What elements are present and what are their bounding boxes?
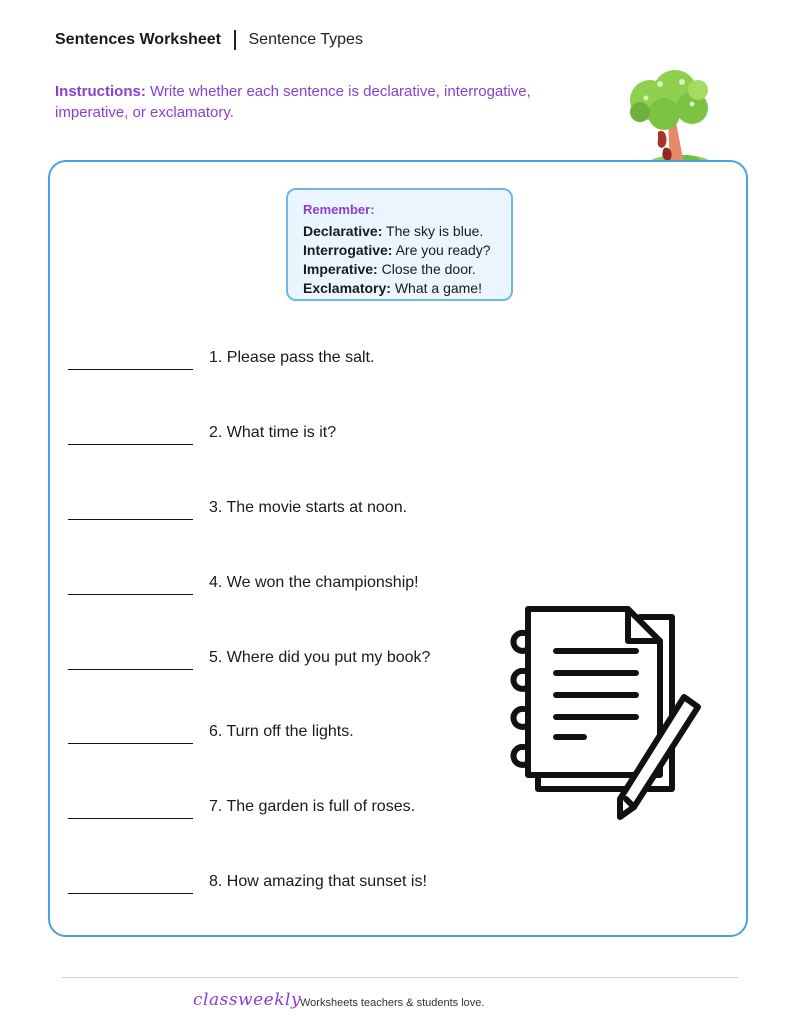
question-text: 2. What time is it? (209, 424, 337, 441)
remember-term: Interrogative: (303, 242, 393, 258)
answer-blank[interactable] (68, 444, 193, 445)
question-row (68, 723, 468, 753)
remember-item (303, 241, 496, 260)
remember-heading: Remember: (303, 202, 375, 217)
worksheet-header (55, 30, 363, 50)
question-row (68, 499, 468, 529)
answer-blank[interactable] (68, 369, 193, 370)
question-text: 1. Please pass the salt. (209, 349, 375, 366)
question-row (68, 873, 468, 903)
question-text: 6. Turn off the lights. (209, 723, 354, 740)
remember-item (303, 222, 496, 241)
question-row (68, 798, 468, 828)
worksheet-subtitle: Sentence Types (248, 31, 363, 48)
remember-box (286, 188, 513, 301)
question-text: 8. How amazing that sunset is! (209, 873, 427, 890)
answer-blank[interactable] (68, 743, 193, 744)
header-divider (234, 30, 236, 50)
instructions-text: Write whether each sentence is declarative, interrogative, imperative, or exclamatory. (55, 83, 531, 121)
answer-blank[interactable] (68, 893, 193, 894)
answer-blank[interactable] (68, 594, 193, 595)
instructions-label: Instructions: (55, 83, 146, 100)
instructions (55, 81, 575, 123)
remember-term: Imperative: (303, 261, 378, 277)
question-row (68, 424, 468, 454)
remember-example: The sky is blue. (386, 223, 484, 239)
question-row (68, 574, 468, 604)
question-text: 7. The garden is full of roses. (209, 798, 416, 815)
answer-blank[interactable] (68, 818, 193, 819)
remember-example: Close the door. (381, 261, 476, 277)
question-row (68, 649, 468, 679)
remember-example: What a game! (394, 280, 482, 296)
question-text: 5. Where did you put my book? (209, 649, 431, 666)
worksheet-title: Sentences Worksheet (55, 31, 221, 48)
brand-logo: classweekly (193, 990, 302, 1010)
remember-item (303, 260, 496, 279)
remember-term: Exclamatory: (303, 280, 391, 296)
remember-term: Declarative: (303, 223, 383, 239)
answer-blank[interactable] (68, 669, 193, 670)
footer-divider (62, 977, 738, 978)
remember-example: Are you ready? (395, 242, 491, 258)
notebook-pencil-icon (510, 603, 710, 825)
question-row (68, 349, 468, 379)
question-text: 3. The movie starts at noon. (209, 499, 408, 516)
question-text: 4. We won the championship! (209, 574, 419, 591)
footer-tagline: Worksheets teachers & students love. (300, 997, 485, 1009)
remember-item (303, 279, 496, 298)
answer-blank[interactable] (68, 519, 193, 520)
